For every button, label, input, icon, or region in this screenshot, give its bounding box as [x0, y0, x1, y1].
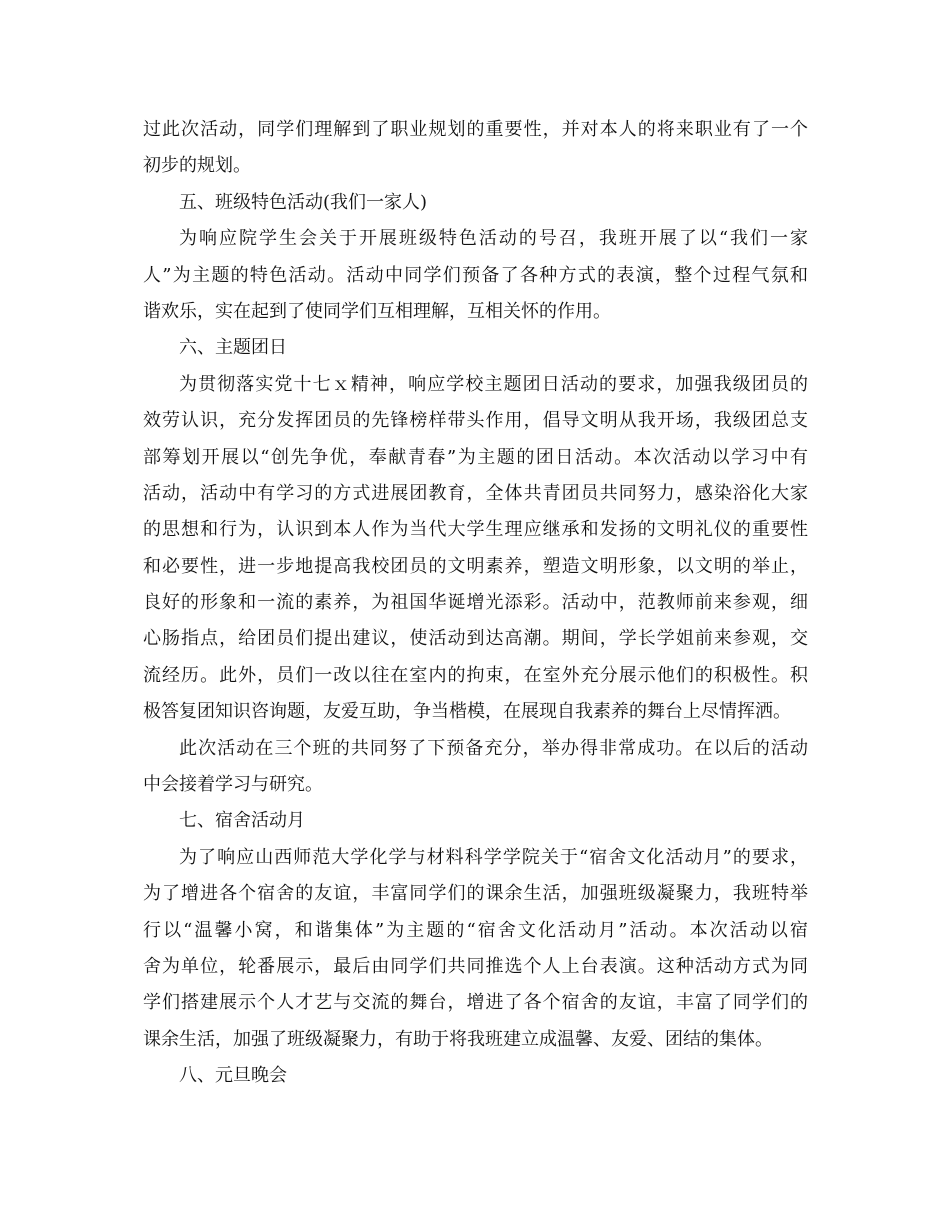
text-line: 此次活动在三个班的共同努了下预备充分，举办得非常成功。在以后的活动: [179, 737, 808, 759]
text-line: 效劳认识，充分发挥团员的先锋榜样带头作用，倡导文明从我开场，我级团总支: [143, 410, 808, 432]
text-line: 五、班级特色活动(我们一家人): [179, 191, 428, 213]
text-line: 七、宿舍活动月: [179, 810, 305, 832]
text-line: 流经历。此外，员们一改以往在室内的拘束，在室外充分展示他们的积极性。积: [143, 664, 808, 686]
text-line: 为响应院学生会关于开展班级特色活动的号召，我班开展了以“我们一家: [179, 228, 808, 250]
text-line: 学们搭建展示个人才艺与交流的舞台，增进了各个宿舍的友谊，丰富了同学们的: [143, 992, 808, 1014]
text-line: 八、元旦晚会: [179, 1065, 287, 1087]
text-line: 心肠指点，给团员们提出建议，使活动到达高潮。期间，学长学姐前来参观，交: [143, 628, 808, 650]
text-line: 的思想和行为，认识到本人作为当代大学生理应继承和发扬的文明礼仪的重要性: [143, 519, 808, 541]
text-line: 舍为单位，轮番展示，最后由同学们共同推选个人上台表演。这种活动方式为同: [143, 955, 808, 977]
text-line: 为了增进各个宿舍的友谊，丰富同学们的课余生活，加强班级凝聚力，我班特举: [143, 883, 808, 905]
text-line: 极答复团知识咨询题，友爱互助，争当楷模，在展现自我素养的舞台上尽情挥洒。: [143, 701, 791, 723]
text-line: 行以“温馨小窝，和谐集体”为主题的“宿舍文化活动月”活动。本次活动以宿: [143, 919, 808, 941]
text-line: 六、主题团日: [179, 337, 287, 359]
text-line: 谐欢乐，实在起到了使同学们互相理解，互相关怀的作用。: [143, 300, 611, 322]
document-body: [143, 112, 808, 1095]
text-line: 人”为主题的特色活动。活动中同学们预备了各种方式的表演，整个过程气氛和: [143, 264, 808, 286]
text-line: 和必要性，进一步地提高我校团员的文明素养，塑造文明形象，以文明的举止，: [143, 555, 808, 577]
text-line: 活动，活动中有学习的方式进展团教育，全体共青团员共同努力，感染浴化大家: [143, 482, 808, 504]
text-line: 课余生活，加强了班级凝聚力，有助于将我班建立成温馨、友爱、团结的集体。: [143, 1028, 773, 1050]
text-line: 初步的规划。: [143, 155, 251, 177]
text-line: 为了响应山西师范大学化学与材料科学学院关于“宿舍文化活动月”的要求，: [179, 846, 808, 868]
text-line: 为贯彻落实党十七ｘ精神，响应学校主题团日活动的要求，加强我级团员的: [179, 373, 808, 395]
text-line: 中会接着学习与研究。: [143, 774, 323, 796]
text-line: 部筹划开展以“创先争优，奉献青春”为主题的团日活动。本次活动以学习中有: [143, 446, 808, 468]
text-line: 良好的形象和一流的素养，为祖国华诞增光添彩。活动中，范教师前来参观，细: [143, 592, 808, 614]
text-line: 过此次活动，同学们理解到了职业规划的重要性，并对本人的将来职业有了一个: [143, 119, 808, 140]
